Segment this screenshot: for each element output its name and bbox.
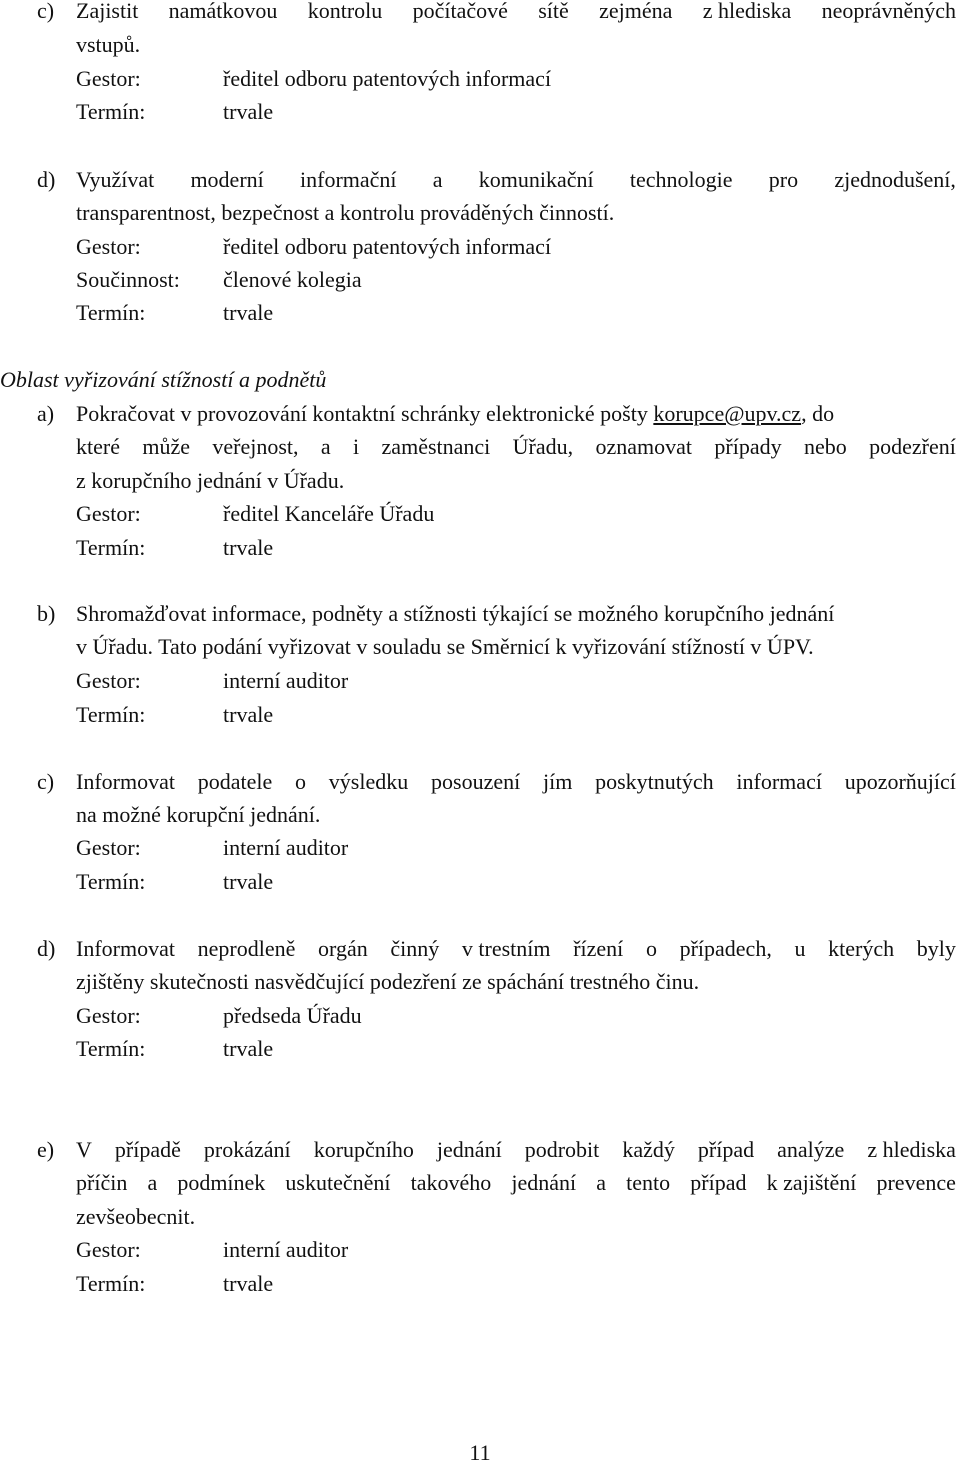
word: případ xyxy=(697,1137,755,1162)
word: a xyxy=(596,1170,607,1195)
word: případy xyxy=(714,434,782,459)
word: počítačové xyxy=(412,0,508,23)
word: jednání xyxy=(436,1137,502,1162)
word: jednání xyxy=(511,1170,577,1195)
item-a-line-1-pre: Pokračovat v provozování kontaktní schránky elektronické pošty xyxy=(76,401,654,426)
item-c-line-2: na možné korupční jednání. xyxy=(76,802,321,827)
word: příčin xyxy=(76,1170,128,1195)
item-marker-b: b) xyxy=(37,601,56,626)
item-marker-e: e) xyxy=(37,1137,55,1162)
word: Využívat xyxy=(76,167,155,192)
termin-value: trvale xyxy=(223,702,274,727)
item-d-line-2: zjištěny skutečnosti nasvědčující podezření ze spáchání trestného činu. xyxy=(76,969,700,994)
word: podrobit xyxy=(524,1137,600,1162)
word: namátkovou xyxy=(168,0,278,23)
word: kterých xyxy=(828,936,895,961)
word: o xyxy=(295,769,307,794)
item-a-line-3: z korupčního jednání v Úřadu. xyxy=(76,468,345,493)
word: i xyxy=(353,434,360,459)
word: o xyxy=(645,936,657,961)
word: sítě xyxy=(538,0,569,23)
word: prokázání xyxy=(203,1137,291,1162)
word: neprodleně xyxy=(197,936,296,961)
word: může xyxy=(142,434,190,459)
gestor-value: ředitel Kanceláře Úřadu xyxy=(223,501,435,526)
word: Úřadu, xyxy=(512,434,574,459)
word: zjednodušení, xyxy=(834,167,956,192)
word: případ xyxy=(690,1170,747,1195)
word: řízení xyxy=(573,936,624,961)
gestor-label: Gestor: xyxy=(76,66,141,91)
word: Zajistit xyxy=(76,0,139,23)
word: výsledku xyxy=(328,769,409,794)
word: podatele xyxy=(197,769,273,794)
word: Informovat xyxy=(76,936,175,961)
word: jím xyxy=(542,769,573,794)
item-a-line-2 xyxy=(76,434,956,460)
gestor-value: ředitel odboru patentových informací xyxy=(223,66,552,91)
gestor-label: Gestor: xyxy=(76,1237,141,1262)
soucinnost-value: členové kolegia xyxy=(223,267,362,292)
word: korupčního xyxy=(313,1137,414,1162)
item-c-line-2: vstupů. xyxy=(76,32,141,57)
word: z hlediska xyxy=(867,1137,956,1162)
gestor-label: Gestor: xyxy=(76,668,141,693)
word: prevence xyxy=(876,1170,956,1195)
word: případě xyxy=(114,1137,181,1162)
word: Informovat xyxy=(76,769,175,794)
termin-value: trvale xyxy=(223,869,274,894)
word: tento xyxy=(626,1170,671,1195)
termin-value: trvale xyxy=(223,1271,274,1296)
termin-label: Termín: xyxy=(76,300,146,325)
gestor-value: interní auditor xyxy=(223,668,349,693)
termin-label: Termín: xyxy=(76,1036,146,1061)
termin-label: Termín: xyxy=(76,99,146,124)
termin-value: trvale xyxy=(223,535,274,560)
word: orgán xyxy=(318,936,368,961)
item-d-line-2: transparentnost, bezpečnost a kontrolu prováděných činností. xyxy=(76,200,615,225)
gestor-label: Gestor: xyxy=(76,501,141,526)
email-link[interactable]: korupce@upv.cz xyxy=(653,401,802,426)
word: technologie xyxy=(629,167,733,192)
gestor-label: Gestor: xyxy=(76,234,141,259)
termin-label: Termín: xyxy=(76,702,146,727)
word: poskytnutých xyxy=(595,769,714,794)
item-a-line-1-text xyxy=(76,401,834,427)
word: V xyxy=(76,1137,92,1162)
item-e-line-3: zevšeobecnit. xyxy=(76,1204,196,1229)
item-d-line-1 xyxy=(76,167,956,193)
section-title: Oblast vyřizování stížností a podnětů xyxy=(0,367,327,392)
word: veřejnost, xyxy=(212,434,299,459)
gestor-value: ředitel odboru patentových informací xyxy=(223,234,552,259)
gestor-label: Gestor: xyxy=(76,835,141,860)
word: takového xyxy=(410,1170,492,1195)
word: nebo xyxy=(804,434,847,459)
item-b-line-2: v Úřadu. Tato podání vyřizovat v souladu se Směrnicí k vyřizování stížností v ÚPV. xyxy=(76,634,814,659)
word: kontrolu xyxy=(307,0,383,23)
termin-value: trvale xyxy=(223,99,274,124)
word: moderní xyxy=(190,167,264,192)
word: posouzení xyxy=(431,769,521,794)
word: neoprávněných xyxy=(821,0,956,23)
item-marker-a: a) xyxy=(37,401,55,426)
gestor-value: předseda Úřadu xyxy=(223,1003,362,1028)
word: z hlediska xyxy=(702,0,792,23)
item-a-line-1 xyxy=(76,401,956,427)
gestor-value: interní auditor xyxy=(223,835,349,860)
word: každý xyxy=(622,1137,675,1162)
soucinnost-label: Součinnost: xyxy=(76,267,180,292)
item-marker-d: d) xyxy=(37,167,56,192)
item-e-line-2 xyxy=(76,1170,956,1196)
gestor-value: interní auditor xyxy=(223,1237,349,1262)
termin-value: trvale xyxy=(223,1036,274,1061)
word: v trestním xyxy=(461,936,551,961)
word: činný xyxy=(390,936,440,961)
word: podmínek xyxy=(177,1170,266,1195)
word: zejména xyxy=(599,0,673,23)
termin-value: trvale xyxy=(223,300,274,325)
word: zaměstnanci xyxy=(381,434,491,459)
word: pro xyxy=(768,167,799,192)
word: a xyxy=(320,434,331,459)
item-e-line-1 xyxy=(76,1137,956,1163)
item-marker-d: d) xyxy=(37,936,56,961)
termin-label: Termín: xyxy=(76,1271,146,1296)
termin-label: Termín: xyxy=(76,535,146,560)
item-a-line-1-post: , do xyxy=(801,401,835,426)
word: k zajištění xyxy=(766,1170,857,1195)
word: které xyxy=(76,434,120,459)
item-b-line-1: Shromažďovat informace, podněty a stížnosti týkající se možného korupčního jednání xyxy=(76,601,835,626)
word: a xyxy=(432,167,443,192)
page-number: 11 xyxy=(469,1440,491,1465)
word: případech, xyxy=(679,936,772,961)
item-c-line-1 xyxy=(76,0,956,24)
word: uskutečnění xyxy=(285,1170,391,1195)
word: byly xyxy=(916,936,956,961)
item-c-line-1 xyxy=(76,769,956,795)
word: analýze xyxy=(777,1137,845,1162)
termin-label: Termín: xyxy=(76,869,146,894)
item-marker-c: c) xyxy=(37,769,55,794)
word: podezření xyxy=(869,434,956,459)
word: upozorňující xyxy=(844,769,956,794)
word: informací xyxy=(736,769,822,794)
item-d-line-1 xyxy=(76,936,956,962)
word: u xyxy=(794,936,806,961)
word: a xyxy=(147,1170,158,1195)
word: oznamovat xyxy=(595,434,693,459)
word: komunikační xyxy=(478,167,594,192)
item-marker-c: c) xyxy=(37,0,55,23)
word: informační xyxy=(300,167,397,192)
gestor-label: Gestor: xyxy=(76,1003,141,1028)
